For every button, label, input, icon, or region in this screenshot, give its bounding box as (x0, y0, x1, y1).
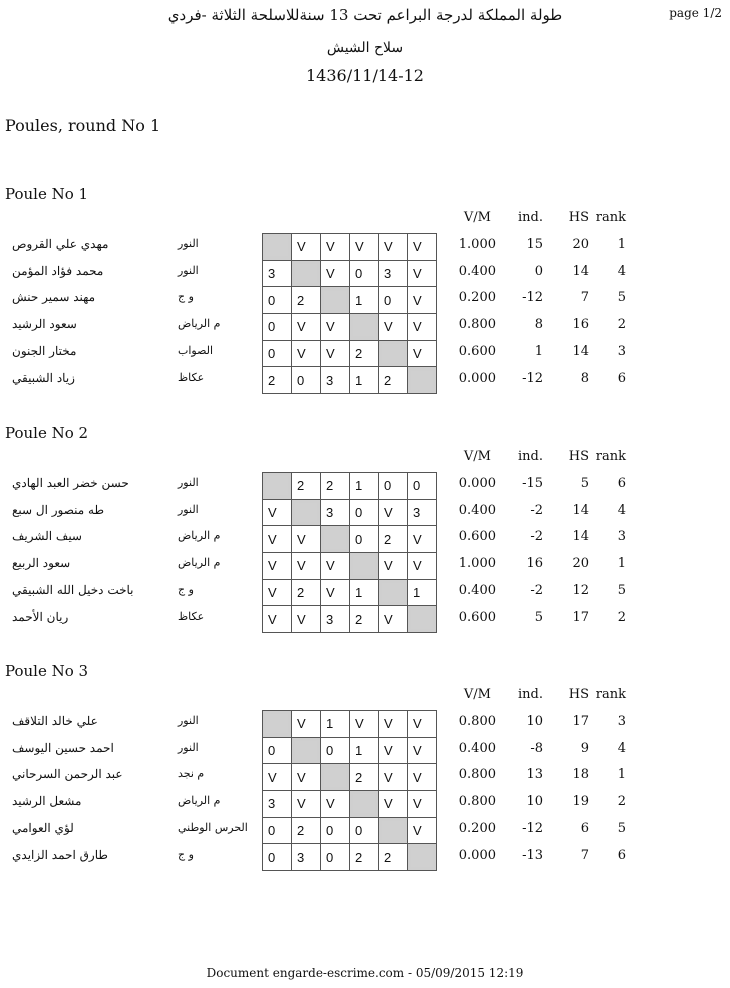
col-head-ind: ind. (518, 210, 543, 225)
self-bout-cell (263, 234, 292, 261)
stat-ind: -12 (522, 820, 543, 836)
bout-score-cell: 2 (379, 844, 408, 871)
stat-ind: 16 (526, 556, 543, 572)
bout-score-cell: V (292, 340, 321, 367)
weapon-title: سلاح الشيش (326, 40, 404, 56)
stat-ind: -2 (530, 529, 543, 545)
stat-hs: 14 (572, 529, 589, 545)
stat-vm: 0.000 (458, 476, 496, 491)
poule-title: Poule No 1 (5, 185, 89, 203)
stat-ind: 5 (534, 609, 543, 625)
bout-score-cell: 2 (379, 367, 408, 394)
poule-title: Poule No 3 (5, 662, 89, 680)
bout-score-cell: V (379, 553, 408, 580)
stat-ind: 0 (534, 263, 543, 279)
self-bout-cell (263, 473, 292, 500)
bout-score-cell: V (379, 737, 408, 764)
bout-score-cell: 0 (350, 499, 379, 526)
bout-score-cell: V (321, 314, 350, 341)
bout-score-cell: V (321, 791, 350, 818)
fencer-name: سعود الربيع (12, 556, 71, 571)
self-bout-cell (321, 287, 350, 314)
bout-score-cell: 3 (321, 499, 350, 526)
fencer-club: النور (178, 714, 199, 727)
col-head-rank: rank (595, 687, 626, 702)
col-head-vm: V/M (463, 449, 491, 464)
bout-score-cell: V (408, 764, 437, 791)
bout-score-cell: 1 (321, 711, 350, 738)
bout-score-cell: V (408, 791, 437, 818)
self-bout-cell (408, 606, 437, 633)
poule-title: Poule No 2 (5, 424, 89, 442)
stat-vm: 0.600 (458, 609, 496, 625)
page-number: page 1/2 (669, 6, 722, 20)
stat-rank: 6 (617, 476, 626, 491)
stat-rank: 3 (617, 714, 626, 729)
stat-rank: 1 (617, 237, 626, 252)
stat-hs: 20 (572, 556, 589, 572)
bout-row (263, 340, 437, 367)
stat-hs: 12 (572, 582, 589, 598)
competition-title: طولة المملكة لدرجة البراعم تحت 13 سنةللاسلحة الثلاثة -فردي (167, 6, 563, 24)
bout-score-cell: V (292, 711, 321, 738)
bout-score-cell: 0 (379, 473, 408, 500)
stat-rank: 6 (617, 370, 626, 386)
fencer-name: مشعل الرشيد (12, 794, 82, 809)
fencer-club: م نجد (178, 767, 205, 781)
stat-ind: 15 (526, 237, 543, 252)
bout-score-cell: V (408, 314, 437, 341)
bout-score-cell: 0 (350, 817, 379, 844)
bout-score-cell: 2 (292, 817, 321, 844)
stat-rank: 6 (617, 847, 626, 863)
self-bout-cell (350, 553, 379, 580)
stat-ind: 1 (534, 343, 543, 359)
bout-row (263, 553, 437, 580)
fencer-club: م الرياض (178, 317, 221, 331)
stat-hs: 14 (572, 343, 589, 359)
stat-ind: 10 (526, 794, 543, 810)
stat-rank: 5 (617, 290, 626, 306)
bout-score-cell: V (292, 606, 321, 633)
bout-score-cell: 2 (263, 367, 292, 394)
bout-score-cell: V (292, 314, 321, 341)
self-bout-cell (321, 764, 350, 791)
bout-score-cell: V (408, 340, 437, 367)
fencer-club: و ج (178, 582, 194, 596)
bout-score-cell: V (321, 553, 350, 580)
bout-score-cell: V (379, 791, 408, 818)
self-bout-cell (321, 526, 350, 553)
bout-score-cell: 0 (321, 844, 350, 871)
stat-ind: -2 (530, 502, 543, 518)
stat-vm: 0.400 (458, 582, 496, 598)
stat-rank: 1 (617, 556, 626, 572)
round-title: Poules, round No 1 (5, 116, 161, 135)
stat-ind: -8 (530, 740, 543, 756)
bout-score-cell: 0 (350, 260, 379, 287)
stat-ind: 10 (526, 714, 543, 729)
bout-row (263, 314, 437, 341)
fencer-name: حسن خضر العبد الهادي (12, 476, 129, 490)
bout-score-cell: V (408, 526, 437, 553)
bout-score-cell: V (379, 764, 408, 791)
stat-rank: 2 (617, 317, 626, 333)
poule-grid (262, 472, 437, 633)
fencer-name: مهند سمير حنش (12, 290, 96, 305)
stat-hs: 7 (580, 290, 589, 306)
competition-date: 1436/11/14-12 (306, 66, 424, 85)
stat-hs: 8 (580, 370, 589, 386)
fencer-name: لؤي العوامي (12, 820, 74, 835)
bout-score-cell: 3 (321, 606, 350, 633)
poule-grid (262, 233, 437, 394)
stat-ind: -13 (522, 847, 543, 863)
bout-score-cell: V (292, 526, 321, 553)
fencer-name: طه منصور ال سبع (12, 502, 104, 517)
bout-score-cell: V (321, 579, 350, 606)
fencer-name: ريان الأحمد (12, 609, 69, 624)
bout-row (263, 737, 437, 764)
fencer-name: سعود الرشيد (12, 317, 77, 332)
stat-vm: 0.000 (458, 847, 496, 863)
fencer-name: احمد حسين اليوسف (12, 740, 114, 755)
stat-ind: -15 (522, 476, 543, 491)
fencer-name: مهدي علي القروص (12, 237, 109, 251)
bout-score-cell: V (408, 287, 437, 314)
bout-score-cell: V (408, 553, 437, 580)
fencer-club: النور (178, 237, 199, 250)
bout-score-cell: V (263, 553, 292, 580)
bout-score-cell: V (321, 234, 350, 261)
fencer-name: محمد فؤاد المؤمن (12, 263, 104, 278)
fencer-name: زياد الشبيقي (12, 370, 75, 385)
bout-score-cell: V (321, 340, 350, 367)
bout-score-cell: V (408, 234, 437, 261)
self-bout-cell (350, 791, 379, 818)
bout-score-cell: 0 (263, 817, 292, 844)
fencer-name: سيف الشريف (12, 529, 82, 544)
self-bout-cell (350, 314, 379, 341)
bout-score-cell: V (379, 499, 408, 526)
col-head-hs: HS (568, 687, 589, 702)
col-head-ind: ind. (518, 687, 543, 702)
stat-rank: 1 (617, 767, 626, 783)
self-bout-cell (379, 579, 408, 606)
fencer-club: النور (178, 263, 199, 277)
col-head-ind: ind. (518, 449, 543, 464)
bout-score-cell: V (292, 553, 321, 580)
bout-score-cell: 0 (263, 844, 292, 871)
bout-row (263, 287, 437, 314)
stat-rank: 3 (617, 529, 626, 545)
col-head-vm: V/M (463, 210, 491, 225)
bout-score-cell: V (379, 711, 408, 738)
stat-ind: 13 (526, 767, 543, 783)
bout-score-cell: 0 (379, 287, 408, 314)
stat-vm: 0.000 (458, 370, 496, 386)
fencer-club: النور (178, 476, 199, 489)
bout-row (263, 499, 437, 526)
self-bout-cell (263, 711, 292, 738)
bout-score-cell: V (292, 234, 321, 261)
bout-score-cell: 1 (350, 473, 379, 500)
bout-score-cell: 3 (292, 844, 321, 871)
bout-row (263, 764, 437, 791)
bout-score-cell: 2 (321, 473, 350, 500)
bout-row (263, 234, 437, 261)
bout-score-cell: 0 (263, 340, 292, 367)
stat-rank: 3 (617, 343, 626, 359)
fencer-club: عكاظ (178, 370, 205, 384)
stat-hs: 19 (572, 794, 589, 810)
footer: Document engarde-escrime.com - 05/09/2015 12:19 (206, 966, 524, 980)
stat-vm: 0.600 (458, 529, 496, 545)
stat-hs: 17 (572, 714, 589, 729)
bout-score-cell: 1 (408, 579, 437, 606)
col-head-rank: rank (595, 210, 626, 225)
col-head-hs: HS (568, 449, 589, 464)
bout-score-cell: 0 (408, 473, 437, 500)
bout-score-cell: 0 (350, 526, 379, 553)
col-head-vm: V/M (463, 687, 491, 702)
bout-score-cell: V (408, 260, 437, 287)
bout-score-cell: V (292, 764, 321, 791)
stat-rank: 5 (617, 820, 626, 836)
stat-vm: 1.000 (458, 556, 496, 572)
bout-score-cell: 0 (263, 314, 292, 341)
bout-row (263, 473, 437, 500)
bout-row (263, 606, 437, 633)
bout-score-cell: 3 (263, 260, 292, 287)
self-bout-cell (408, 367, 437, 394)
bout-score-cell: V (408, 817, 437, 844)
bout-score-cell: 2 (350, 764, 379, 791)
stat-rank: 2 (617, 794, 626, 810)
poule-grid (262, 710, 437, 871)
bout-score-cell: 2 (350, 340, 379, 367)
bout-row (263, 579, 437, 606)
stat-hs: 16 (572, 317, 589, 333)
bout-score-cell: 2 (350, 606, 379, 633)
stat-hs: 20 (572, 237, 589, 252)
bout-score-cell: V (408, 711, 437, 738)
stat-ind: -2 (530, 582, 543, 598)
fencer-name: طارق احمد الزايدي (12, 847, 108, 862)
bout-score-cell: 2 (379, 526, 408, 553)
bout-row (263, 526, 437, 553)
stat-rank: 4 (617, 502, 626, 518)
bout-score-cell: 0 (321, 817, 350, 844)
col-head-rank: rank (595, 449, 626, 464)
self-bout-cell (292, 260, 321, 287)
fencer-club: م الرياض (178, 556, 221, 570)
bout-score-cell: V (321, 260, 350, 287)
stat-hs: 6 (580, 820, 589, 836)
bout-row (263, 817, 437, 844)
bout-score-cell: V (292, 791, 321, 818)
stat-hs: 9 (580, 740, 589, 756)
stat-vm: 1.000 (458, 237, 496, 252)
fencer-club: النور (178, 502, 199, 516)
self-bout-cell (379, 340, 408, 367)
stat-vm: 0.600 (458, 343, 496, 359)
fencer-club: م الرياض (178, 529, 221, 543)
fencer-name: علي خالد التلاقف (12, 714, 98, 728)
bout-score-cell: 0 (292, 367, 321, 394)
stat-hs: 5 (580, 476, 589, 491)
stat-vm: 0.800 (458, 317, 496, 333)
stat-hs: 14 (572, 502, 589, 518)
bout-score-cell: 2 (350, 844, 379, 871)
stat-vm: 0.800 (458, 767, 496, 783)
fencer-name: مختار الجنون (12, 343, 77, 358)
stat-rank: 2 (617, 609, 626, 625)
stat-ind: -12 (522, 370, 543, 386)
fencer-club: الحرس الوطني (178, 820, 248, 834)
bout-row (263, 791, 437, 818)
bout-score-cell: V (263, 764, 292, 791)
stat-vm: 0.400 (458, 502, 496, 518)
bout-score-cell: 3 (321, 367, 350, 394)
fencer-club: الصواب (178, 343, 214, 357)
bout-score-cell: 1 (350, 287, 379, 314)
bout-score-cell: V (263, 499, 292, 526)
bout-score-cell: 1 (350, 737, 379, 764)
self-bout-cell (379, 817, 408, 844)
bout-score-cell: V (263, 606, 292, 633)
bout-score-cell: 3 (379, 260, 408, 287)
stat-rank: 4 (617, 740, 626, 756)
bout-score-cell: 3 (408, 499, 437, 526)
fencer-name: باخت دخيل الله الشبيقي (12, 582, 134, 597)
fencer-club: م الرياض (178, 794, 221, 808)
bout-score-cell: 2 (292, 287, 321, 314)
stat-vm: 0.400 (458, 263, 496, 279)
stat-hs: 14 (572, 263, 589, 279)
fencer-club: و ج (178, 847, 194, 861)
bout-score-cell: V (263, 579, 292, 606)
bout-score-cell: 0 (263, 737, 292, 764)
bout-score-cell: V (379, 234, 408, 261)
bout-row (263, 844, 437, 871)
bout-score-cell: V (379, 606, 408, 633)
stat-vm: 0.800 (458, 794, 496, 810)
col-head-hs: HS (568, 210, 589, 225)
bout-score-cell: 0 (263, 287, 292, 314)
bout-score-cell: V (408, 737, 437, 764)
fencer-club: و ج (178, 290, 194, 304)
bout-score-cell: 3 (263, 791, 292, 818)
stat-ind: -12 (522, 290, 543, 306)
bout-score-cell: 1 (350, 579, 379, 606)
stat-hs: 17 (572, 609, 589, 625)
bout-score-cell: V (350, 711, 379, 738)
bout-score-cell: 0 (321, 737, 350, 764)
stat-vm: 0.800 (458, 714, 496, 729)
bout-row (263, 367, 437, 394)
bout-score-cell: 2 (292, 473, 321, 500)
bout-row (263, 260, 437, 287)
fencer-club: عكاظ (178, 609, 205, 623)
stat-rank: 4 (617, 263, 626, 279)
stat-vm: 0.200 (458, 290, 496, 306)
bout-score-cell: 1 (350, 367, 379, 394)
stat-vm: 0.400 (458, 740, 496, 756)
stat-rank: 5 (617, 582, 626, 598)
bout-score-cell: V (350, 234, 379, 261)
stat-hs: 18 (572, 767, 589, 783)
bout-score-cell: 2 (292, 579, 321, 606)
bout-row (263, 711, 437, 738)
bout-score-cell: V (263, 526, 292, 553)
bout-score-cell: V (379, 314, 408, 341)
fencer-name: عبد الرحمن السرحاني (12, 767, 123, 782)
stat-vm: 0.200 (458, 820, 496, 836)
stat-ind: 8 (534, 317, 543, 333)
self-bout-cell (292, 737, 321, 764)
self-bout-cell (408, 844, 437, 871)
stat-hs: 7 (580, 847, 589, 863)
fencer-club: النور (178, 740, 199, 754)
self-bout-cell (292, 499, 321, 526)
